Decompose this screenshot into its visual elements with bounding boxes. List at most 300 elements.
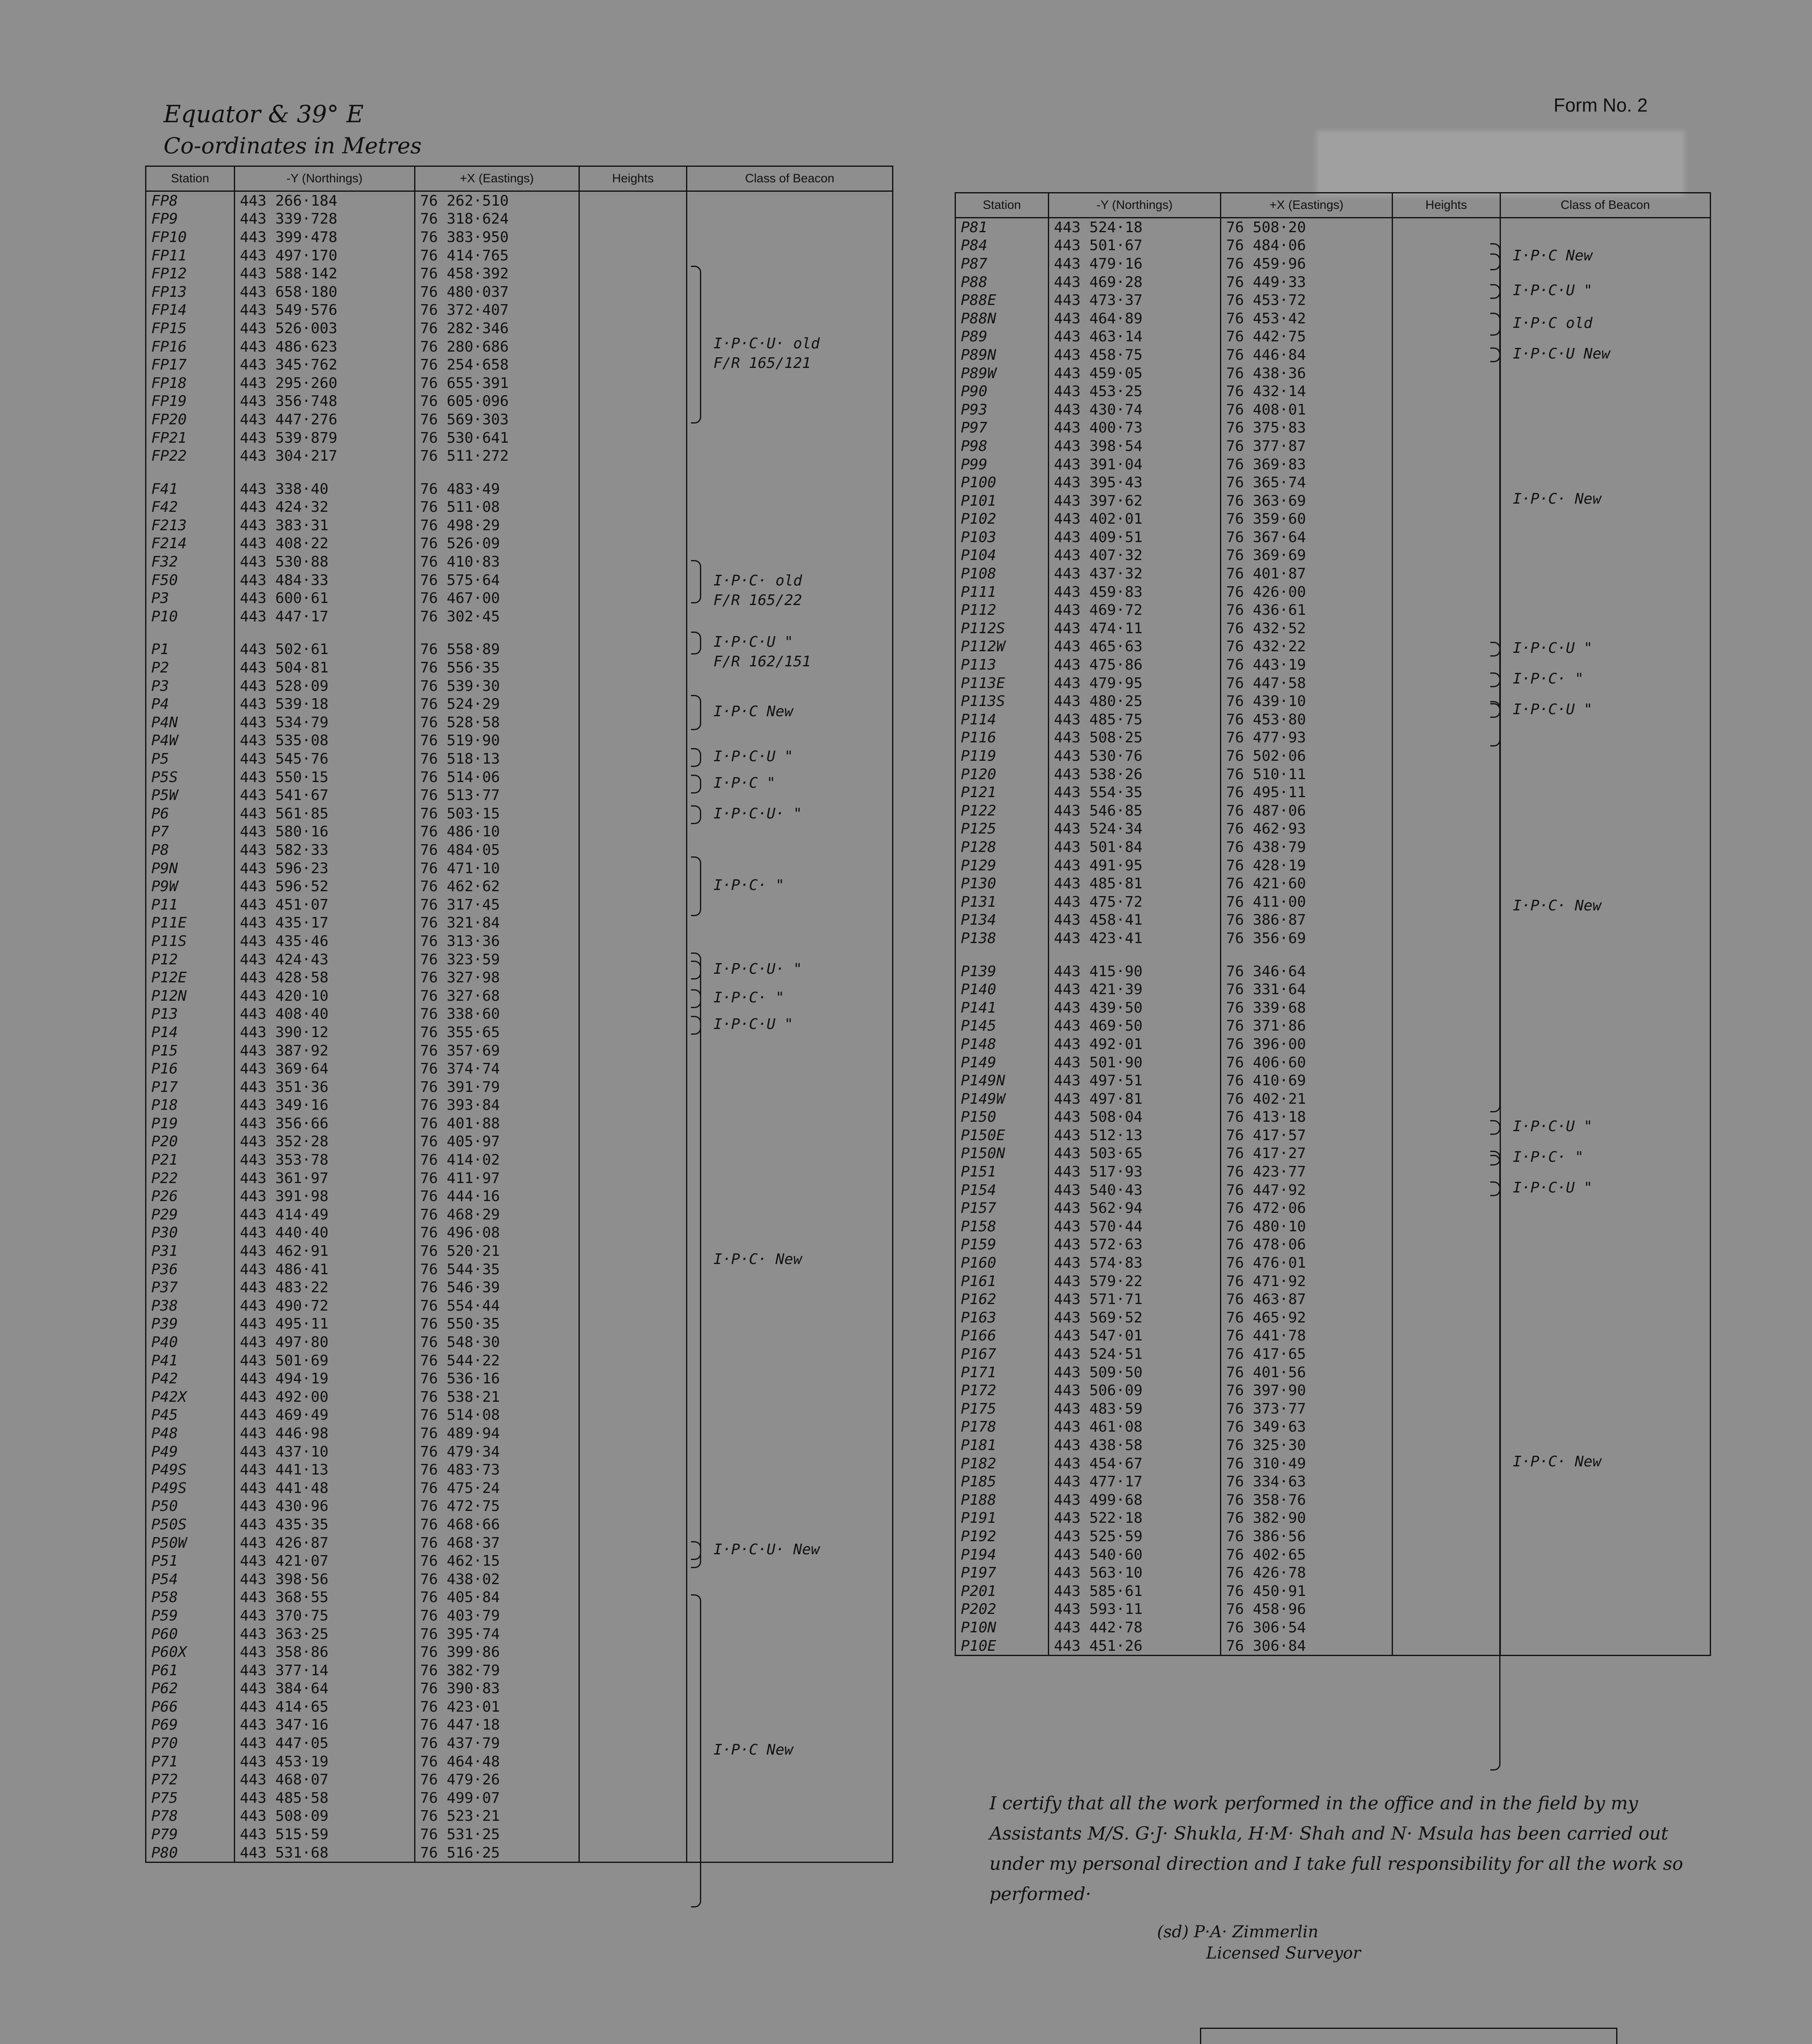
station-cell: P197 <box>955 1564 1049 1582</box>
height-cell <box>1392 1199 1500 1217</box>
northing-cell: 443 438·58 <box>1048 1436 1220 1455</box>
station-cell: P71 <box>146 1753 235 1771</box>
station-cell: P138 <box>955 929 1049 948</box>
height-cell <box>579 1151 686 1169</box>
station-cell: P41 <box>146 1351 235 1370</box>
height-cell <box>1392 510 1500 529</box>
station-cell: P122 <box>955 802 1049 820</box>
easting-cell: 76 306·84 <box>1221 1637 1393 1656</box>
table-row <box>955 309 1711 328</box>
beacon-class-label: I·P·C·U· " <box>713 961 802 977</box>
table-row <box>955 419 1711 437</box>
northing-cell: 443 512·13 <box>1048 1126 1220 1145</box>
height-cell <box>1392 346 1500 364</box>
easting-cell <box>415 465 579 480</box>
station-cell: P8 <box>146 841 235 859</box>
station-cell: P42X <box>146 1388 235 1406</box>
table-row <box>955 1509 1711 1528</box>
northing-cell: 443 351·36 <box>234 1078 415 1096</box>
table-row <box>146 553 893 571</box>
northing-cell: 443 304·217 <box>234 447 415 465</box>
height-cell <box>1392 401 1500 419</box>
station-cell: P93 <box>955 401 1049 419</box>
beacon-cell <box>687 1716 893 1735</box>
beacon-class-label: I·P·C New <box>713 1741 794 1758</box>
brace-mark <box>691 266 701 424</box>
height-cell <box>1392 962 1500 981</box>
table-row <box>955 820 1711 838</box>
station-cell: P125 <box>955 820 1049 838</box>
height-cell <box>579 805 686 823</box>
easting-cell: 76 502·06 <box>1221 747 1393 765</box>
signature-role: Licensed Surveyor <box>1206 1944 1361 1963</box>
easting-cell: 76 558·89 <box>415 641 579 659</box>
table-row <box>955 1564 1711 1582</box>
northing-cell: 443 426·87 <box>234 1534 415 1552</box>
height-cell <box>579 589 686 607</box>
northing-cell: 443 361·97 <box>234 1169 415 1188</box>
station-cell <box>146 465 235 480</box>
station-cell: P20 <box>146 1133 235 1151</box>
station-cell: FP12 <box>146 264 235 283</box>
beacon-class-label: I·P·C·U " <box>1513 1179 1593 1196</box>
easting-cell: 76 467·00 <box>415 589 579 607</box>
table-row <box>955 473 1711 492</box>
table-row <box>955 783 1711 802</box>
table-row <box>955 1071 1711 1090</box>
table-row <box>955 1345 1711 1363</box>
easting-cell: 76 327·68 <box>415 987 579 1005</box>
height-cell <box>1392 999 1500 1017</box>
easting-cell: 76 363·69 <box>1221 492 1393 510</box>
beacon-cell <box>1500 455 1710 474</box>
height-cell <box>579 210 686 229</box>
northing-cell: 443 356·748 <box>234 392 415 411</box>
easting-cell: 76 323·59 <box>415 950 579 969</box>
northing-cell: 443 458·75 <box>1048 346 1220 364</box>
height-cell <box>579 1552 686 1570</box>
table-row <box>146 1461 893 1479</box>
height-cell <box>1392 218 1500 237</box>
northing-cell: 443 528·09 <box>234 677 415 695</box>
northing-cell: 443 370·75 <box>234 1607 415 1625</box>
beacon-cell <box>687 228 893 247</box>
easting-cell: 76 414·02 <box>415 1151 579 1169</box>
easting-cell: 76 471·10 <box>415 859 579 878</box>
height-cell <box>579 1589 686 1607</box>
height-cell <box>579 1844 686 1862</box>
height-cell <box>579 877 686 896</box>
easting-cell: 76 489·94 <box>415 1424 579 1443</box>
northing-cell: 443 428·58 <box>234 968 415 987</box>
northing-cell: 443 497·80 <box>234 1333 415 1351</box>
height-cell <box>1392 528 1500 547</box>
northing-cell: 443 508·09 <box>234 1807 415 1826</box>
station-cell: FP21 <box>146 429 235 447</box>
beacon-cell <box>687 732 893 750</box>
height-cell <box>579 732 686 750</box>
height-cell <box>1392 419 1500 437</box>
easting-cell: 76 327·98 <box>415 968 579 987</box>
station-cell: P26 <box>146 1187 235 1206</box>
beacon-cell <box>1500 980 1710 999</box>
station-cell: P175 <box>955 1400 1049 1418</box>
northing-cell: 443 497·51 <box>1048 1071 1220 1090</box>
station-cell: P37 <box>146 1278 235 1297</box>
easting-cell: 76 369·69 <box>1221 547 1393 565</box>
northing-cell: 443 600·61 <box>234 589 415 607</box>
easting-cell: 76 499·07 <box>415 1789 579 1807</box>
station-cell: P36 <box>146 1260 235 1279</box>
station-cell: P112S <box>955 619 1049 638</box>
table-row <box>146 914 893 932</box>
beacon-cell <box>1500 1363 1710 1382</box>
table-row <box>146 823 893 841</box>
northing-cell: 443 345·762 <box>234 356 415 374</box>
height-cell <box>579 1643 686 1661</box>
northing-cell: 443 572·63 <box>1048 1236 1220 1254</box>
station-cell: FP17 <box>146 356 235 374</box>
table-row <box>146 1479 893 1497</box>
northing-cell: 443 501·67 <box>1048 237 1220 255</box>
table-row <box>955 674 1711 693</box>
station-cell: P2 <box>146 659 235 677</box>
height-cell <box>579 1369 686 1388</box>
easting-cell: 76 403·79 <box>415 1607 579 1625</box>
easting-cell: 76 530·641 <box>415 429 579 447</box>
beacon-cell <box>687 1497 893 1516</box>
height-cell <box>579 914 686 932</box>
height-cell <box>1392 1053 1500 1072</box>
northing-cell: 443 414·49 <box>234 1206 415 1224</box>
signature-name: (sd) P·A· Zimmerlin <box>1157 1923 1319 1941</box>
beacon-class-label: I·P·C· New <box>1513 1453 1601 1470</box>
northing-cell: 443 485·58 <box>234 1789 415 1807</box>
easting-cell: 76 443·19 <box>1221 656 1393 674</box>
beacon-class-label: I·P·C·U " <box>1513 701 1593 718</box>
northing-cell: 443 492·01 <box>1048 1035 1220 1053</box>
beacon-cell <box>687 1461 893 1479</box>
station-cell: P4N <box>146 713 235 732</box>
height-cell <box>1392 273 1500 291</box>
northing-cell: 443 492·00 <box>234 1388 415 1406</box>
northing-cell: 443 447·276 <box>234 410 415 429</box>
beacon-cell <box>1500 999 1710 1017</box>
station-cell: P38 <box>146 1297 235 1315</box>
station-cell: P178 <box>955 1418 1049 1437</box>
table-row <box>146 1114 893 1133</box>
height-cell <box>1392 237 1500 255</box>
beacon-cell <box>1500 820 1710 838</box>
station-cell: P188 <box>955 1491 1049 1509</box>
table-row <box>955 364 1711 383</box>
northing-cell: 443 524·34 <box>1048 820 1220 838</box>
northing-cell: 443 399·478 <box>234 228 415 247</box>
form-number: Form No. 2 <box>1554 94 1648 116</box>
northing-cell: 443 545·76 <box>234 750 415 768</box>
station-cell: P17 <box>146 1078 235 1096</box>
northing-cell: 443 459·05 <box>1048 364 1220 383</box>
height-cell <box>1392 1491 1500 1509</box>
station-cell: P182 <box>955 1455 1049 1473</box>
station-cell: P163 <box>955 1309 1049 1327</box>
beacon-cell <box>1500 1035 1710 1053</box>
datum-heading: Equator & 39° E <box>164 100 364 128</box>
easting-cell: 76 483·73 <box>415 1461 579 1479</box>
northing-cell: 443 387·92 <box>234 1042 415 1060</box>
easting-cell: 76 438·79 <box>1221 838 1393 856</box>
easting-cell: 76 508·20 <box>1221 218 1393 237</box>
beacon-cell <box>687 1515 893 1534</box>
easting-cell: 76 554·44 <box>415 1297 579 1315</box>
table-row <box>146 1716 893 1735</box>
northing-cell: 443 580·16 <box>234 823 415 841</box>
station-cell: P61 <box>146 1661 235 1680</box>
brace-mark <box>691 775 701 793</box>
beacon-cell <box>687 823 893 841</box>
easting-cell: 76 426·78 <box>1221 1564 1393 1582</box>
station-cell: P29 <box>146 1206 235 1224</box>
table-row <box>146 283 893 301</box>
easting-cell: 76 546·39 <box>415 1278 579 1297</box>
beacon-class-label: I·P·C " <box>713 775 776 791</box>
beacon-cell <box>687 1151 893 1169</box>
table-row <box>146 410 893 429</box>
northing-cell: 443 497·170 <box>234 247 415 265</box>
height-cell <box>1392 1582 1500 1600</box>
easting-cell: 76 476·01 <box>1221 1254 1393 1272</box>
northing-cell: 443 439·50 <box>1048 999 1220 1017</box>
beacon-cell <box>1500 948 1710 962</box>
easting-cell: 76 438·36 <box>1221 364 1393 383</box>
northing-cell: 443 530·88 <box>234 553 415 571</box>
height-cell <box>1392 1600 1500 1619</box>
height-cell <box>579 786 686 805</box>
northing-cell: 443 377·14 <box>234 1661 415 1680</box>
easting-cell: 76 538·21 <box>415 1388 579 1406</box>
beacon-cell <box>687 301 893 320</box>
height-cell <box>579 1005 686 1024</box>
easting-cell: 76 518·13 <box>415 750 579 768</box>
table-row <box>146 301 893 320</box>
beacon-cell <box>1500 364 1710 383</box>
beacon-cell <box>687 1206 893 1224</box>
table-row <box>955 1017 1711 1035</box>
beacon-class-label: I·P·C· old <box>713 572 802 589</box>
station-cell: P5S <box>146 768 235 787</box>
table-row <box>146 1151 893 1169</box>
beacon-cell <box>687 841 893 859</box>
beacon-cell <box>1500 1564 1710 1582</box>
station-cell: P194 <box>955 1546 1049 1564</box>
station-header: Station <box>955 193 1049 218</box>
easting-cell: 76 410·83 <box>415 553 579 571</box>
height-cell <box>1392 980 1500 999</box>
northing-cell: 443 486·623 <box>234 338 415 356</box>
beacon-class-header: Class of Beacon <box>1500 193 1710 218</box>
beacon-cell <box>687 914 893 932</box>
table-row <box>955 747 1711 765</box>
beacon-cell <box>687 1479 893 1497</box>
height-cell <box>579 677 686 695</box>
easting-cell: 76 449·33 <box>1221 273 1393 291</box>
beacon-cell <box>687 516 893 535</box>
height-cell <box>1392 911 1500 930</box>
northing-cell: 443 462·91 <box>234 1242 415 1260</box>
easting-cell: 76 338·60 <box>415 1005 579 1024</box>
northing-cell: 443 585·61 <box>1048 1582 1220 1600</box>
beacon-cell <box>687 1680 893 1698</box>
table-row <box>955 255 1711 273</box>
height-cell <box>1392 1126 1500 1145</box>
beacon-cell <box>1500 1309 1710 1327</box>
easting-cell: 76 410·69 <box>1221 1071 1393 1090</box>
station-cell: P162 <box>955 1290 1049 1309</box>
height-cell <box>1392 1637 1500 1656</box>
height-cell <box>579 283 686 301</box>
table-row <box>955 856 1711 875</box>
height-cell <box>579 607 686 626</box>
height-cell <box>579 1680 686 1698</box>
height-cell <box>1392 1363 1500 1382</box>
beacon-cell <box>687 210 893 229</box>
height-cell <box>579 950 686 969</box>
station-cell: P54 <box>146 1570 235 1589</box>
table-row <box>146 1224 893 1242</box>
height-cell <box>579 1443 686 1461</box>
easting-cell: 76 465·92 <box>1221 1309 1393 1327</box>
certificate-signature <box>1157 1921 1361 1964</box>
easting-cell: 76 444·16 <box>415 1187 579 1206</box>
beacon-cell <box>687 1844 893 1862</box>
eastings-header: +X (Eastings) <box>1221 193 1393 218</box>
northing-cell: 443 540·43 <box>1048 1181 1220 1199</box>
station-cell: P151 <box>955 1163 1049 1181</box>
northing-cell: 443 582·33 <box>234 841 415 859</box>
easting-cell: 76 524·29 <box>415 695 579 713</box>
height-cell <box>1392 1564 1500 1582</box>
height-cell <box>579 859 686 878</box>
station-cell: P140 <box>955 980 1049 999</box>
station-cell: P112W <box>955 638 1049 656</box>
easting-cell: 76 405·84 <box>415 1589 579 1607</box>
easting-cell: 76 550·35 <box>415 1315 579 1334</box>
height-cell <box>1392 364 1500 383</box>
brace-mark <box>1490 701 1500 1112</box>
station-cell: P49 <box>146 1443 235 1461</box>
beacon-cell <box>687 264 893 283</box>
height-cell <box>579 1078 686 1096</box>
northing-cell: 443 390·12 <box>234 1023 415 1042</box>
station-cell: P150 <box>955 1108 1049 1127</box>
height-cell <box>1392 1236 1500 1254</box>
table-row <box>146 1406 893 1425</box>
beacon-cell <box>1500 838 1710 856</box>
easting-cell: 76 395·74 <box>415 1625 579 1643</box>
station-cell: FP19 <box>146 392 235 411</box>
northing-cell: 443 486·41 <box>234 1260 415 1279</box>
table-row <box>955 980 1711 999</box>
height-cell <box>1392 492 1500 510</box>
station-cell: P60 <box>146 1625 235 1643</box>
northing-cell: 443 524·18 <box>1048 218 1220 237</box>
northing-cell: 443 414·65 <box>234 1698 415 1716</box>
table-row <box>146 1443 893 1461</box>
northing-cell: 443 442·78 <box>1048 1618 1220 1637</box>
easting-cell: 76 655·391 <box>415 374 579 392</box>
easting-cell: 76 402·65 <box>1221 1546 1393 1564</box>
table-row <box>146 1351 893 1370</box>
height-cell <box>1392 1071 1500 1090</box>
beacon-cell <box>1500 1272 1710 1291</box>
northing-cell: 443 415·90 <box>1048 962 1220 981</box>
station-cell: F213 <box>146 516 235 535</box>
height-cell <box>579 356 686 374</box>
table-row <box>955 619 1711 638</box>
easting-cell: 76 411·97 <box>415 1169 579 1188</box>
table-row <box>146 374 893 392</box>
station-cell: P139 <box>955 962 1049 981</box>
height-cell <box>579 465 686 480</box>
table-row <box>955 1600 1711 1619</box>
height-cell <box>1392 1108 1500 1127</box>
height-cell <box>1392 838 1500 856</box>
table-row <box>955 601 1711 619</box>
beacon-cell <box>1500 747 1710 765</box>
station-cell: P22 <box>146 1169 235 1188</box>
brace-mark <box>691 560 701 603</box>
easting-cell: 76 569·303 <box>415 410 579 429</box>
brace-mark <box>691 748 701 767</box>
station-cell: FP8 <box>146 191 235 210</box>
easting-cell: 76 377·87 <box>1221 437 1393 455</box>
table-row <box>146 1278 893 1297</box>
height-cell <box>1392 729 1500 747</box>
beacon-class-label: I·P·C·U " <box>713 634 794 650</box>
beacon-record-ref: F/R 162/151 <box>713 653 811 670</box>
station-cell: P88N <box>955 309 1049 328</box>
station-cell: P88E <box>955 291 1049 309</box>
northing-cell: 443 408·40 <box>234 1005 415 1024</box>
northing-cell: 443 499·68 <box>1048 1491 1220 1509</box>
station-cell: P167 <box>955 1345 1049 1363</box>
easting-cell: 76 447·92 <box>1221 1181 1393 1199</box>
northing-cell: 443 430·74 <box>1048 401 1220 419</box>
northing-cell: 443 596·23 <box>234 859 415 878</box>
height-cell <box>579 1023 686 1042</box>
height-cell <box>1392 1181 1500 1199</box>
easting-cell: 76 520·21 <box>415 1242 579 1260</box>
easting-cell: 76 334·63 <box>1221 1472 1393 1491</box>
northing-cell: 443 421·39 <box>1048 980 1220 999</box>
beacon-cell <box>687 247 893 265</box>
easting-cell: 76 413·18 <box>1221 1108 1393 1127</box>
northing-cell: 443 538·26 <box>1048 765 1220 784</box>
station-cell: P104 <box>955 547 1049 565</box>
northing-cell: 443 503·65 <box>1048 1145 1220 1163</box>
station-cell: P90 <box>955 382 1049 401</box>
northing-cell: 443 469·49 <box>234 1406 415 1425</box>
northing-cell: 443 485·81 <box>1048 874 1220 893</box>
beacon-class-label: I·P·C·U· " <box>713 805 802 822</box>
beacon-cell <box>1500 1053 1710 1072</box>
easting-cell: 76 495·11 <box>1221 783 1393 802</box>
beacon-cell <box>687 1388 893 1406</box>
northing-cell: 443 441·48 <box>234 1479 415 1497</box>
northing-cell: 443 461·08 <box>1048 1418 1220 1437</box>
station-cell: F214 <box>146 535 235 553</box>
station-cell: P121 <box>955 783 1049 802</box>
